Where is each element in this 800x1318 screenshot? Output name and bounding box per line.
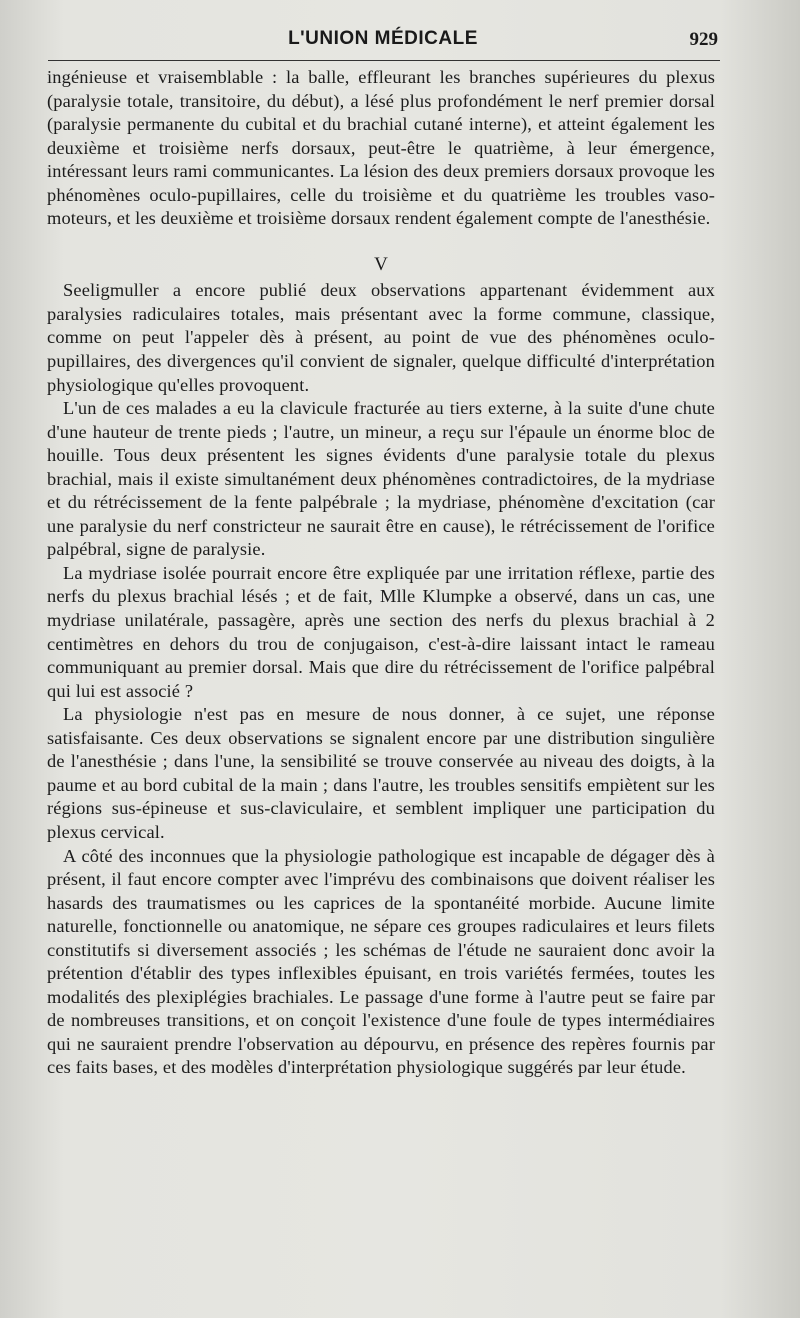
header-rule [48,60,720,61]
running-title: L'UNION MÉDICALE [288,28,478,49]
body-text [47,66,715,1080]
section-heading: V [374,253,388,275]
paragraph: L'un de ces malades a eu la clavicule fracturée au tiers externe, à la suite d'une chute d'une hauteur de trente pieds ; l'autre, un mineur, a reçu sur l'épaule un énorme bloc de houille. Tous deux présentent les signes évidents d'une paralysie totale du plexus brachial, mais il existe simultanément deux phénomènes contradictoires, de la mydriase et du rétrécissement de la fente palpébrale ; la mydriase, phénomène d'excitation (car une paralysie du nerf constricteur ne saurait être en cause), le rétrécissement de l'orifice palpébral, signe de paralysie. [47,398,715,560]
paragraph: A côté des inconnues que la physiologie pathologique est incapable de dégager dès à présent, il faut encore compter avec l'imprévu des combinaisons que doivent réaliser les hasards des traumatismes ou les caprices de la spontanéité morbide. Aucune limite naturelle, fonctionnelle ou anatomique, ne sépare ces groupes radiculaires et leurs filets constitutifs si diversement associés ; les schémas de l'étude ne sauraient donc avoir la prétention d'établir des types inflexibles épuisant, en trois variétés fermées, toutes les modalités des plexiplégies brachiales. Le passage d'une forme à l'autre peut se faire par de nombreuses transitions, et on conçoit l'existence d'une foule de types intermédiaires qui ne sauraient prendre l'observation au dépourvu, en présence des repères fournis par ces faits bases, et des modèles d'interprétation physiologique suggérés par leur étude. [47,845,715,1078]
paragraph: La physiologie n'est pas en mesure de nous donner, à ce sujet, une réponse satisfaisante. Ces deux observations se signalent encore par une distribution singulière de l'anesthésie ; dans l'une, la sensibilité se trouve conservée au niveau des doigts, à la paume et au bord cubital de la main ; dans l'autre, les troubles sensitifs empiètent sur les régions sus-épineuse et sus-claviculaire, et semblent impliquer une participation du plexus cervical. [47,704,715,842]
paragraph: Seeligmuller a encore publié deux observations appartenant évidemment aux paralysies radiculaires totales, mais présentant avec la forme commune, classique, comme on peut l'appeler dès à présent, au point de vue des phénomènes oculo-pupillaires, des divergences qu'il convient de signaler, quelque difficulté d'interprétation physiologique qu'elles provoquent. [47,280,715,395]
paragraph-continued: ingénieuse et vraisemblable : la balle, effleurant les branches supérieures du plexus (paralysie totale, transitoire, du début), a lésé plus profondément le nerf premier dorsal (paralysie permanente du cubital et du brachial cutané interne), et atteint également les deuxième et troisième nerfs dorsaux, peut-être le quatrième, à leur émergence, intéressant leurs rami communicantes. La lésion des deux premiers dorsaux provoque les phénomènes oculo-pupillaires, celle du troisième et du quatrième les troubles vaso-moteurs, et les deuxième et troisième dorsaux rendent également compte de l'anesthésie. [47,67,715,229]
paragraph: La mydriase isolée pourrait encore être expliquée par une irritation réflexe, partie des nerfs du plexus brachial lésés ; et de fait, Mlle Klumpke a observé, dans un cas, une mydriase unilatérale, passagère, après une section des nerfs du plexus brachial à 2 centimètres en dehors du trou de conjugaison, c'est-à-dire laissant intact le rameau communiquant au premier dorsal. Mais que dire du rétrécissement de l'orifice palpébral qui lui est associé ? [47,562,715,701]
page-header [48,28,718,58]
page-number: 929 [689,29,718,50]
